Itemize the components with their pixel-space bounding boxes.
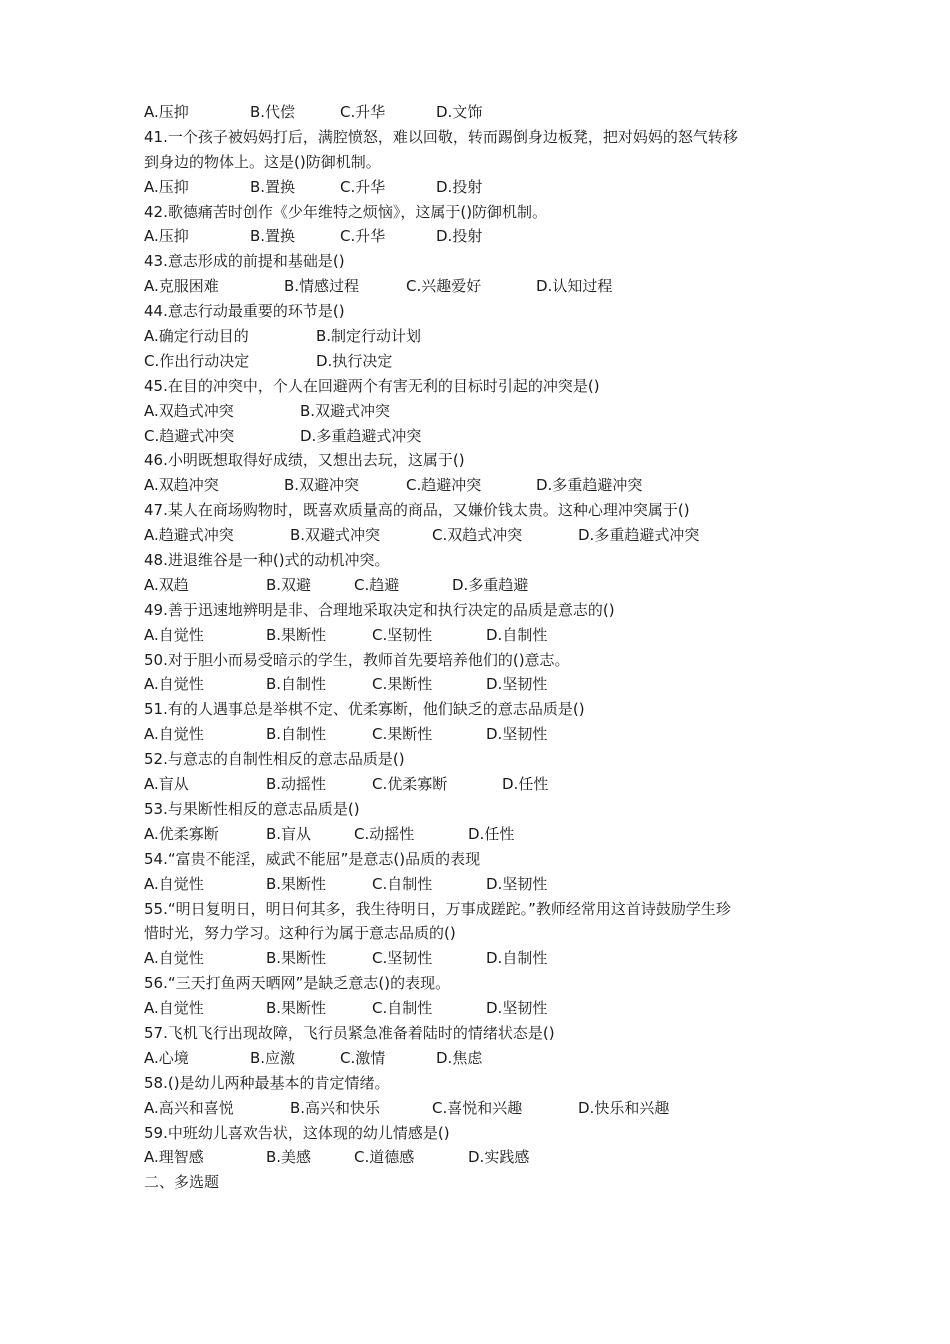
answer-options-row (144, 175, 824, 200)
answer-option: A.双趋式冲突 (144, 401, 234, 420)
answer-options-row (144, 946, 824, 971)
answer-option: A.双趋冲突 (144, 476, 219, 495)
answer-option: A.自觉性 (144, 999, 204, 1018)
answer-option: B.果断性 (266, 999, 327, 1018)
answer-option: A.心境 (144, 1048, 189, 1067)
answer-option: D.文饰 (436, 103, 483, 121)
answer-option: D.多重趋避 (452, 575, 529, 594)
answer-option: C.坚韧性 (372, 949, 433, 968)
answer-option: D.实践感 (468, 1148, 530, 1167)
answer-option: D.坚韧性 (486, 725, 548, 744)
answer-option: D.多重趋避式冲突 (300, 426, 422, 445)
answer-option: A.自觉性 (144, 874, 204, 893)
question-text: 44.意志行动最重要的环节是() (144, 302, 345, 321)
answer-option: B.制定行动计划 (316, 327, 422, 346)
answer-option: C.喜悦和兴趣 (432, 1098, 523, 1117)
answer-option: A.趋避式冲突 (144, 526, 234, 545)
question-text: 50.对于胆小而易受暗示的学生，教师首先要培养他们的()意志。 (144, 650, 570, 669)
answer-options-row (144, 100, 824, 125)
answer-option: A.压抑 (144, 227, 189, 246)
answer-option: D.投射 (436, 227, 483, 246)
question-text: 二、多选题 (144, 1173, 220, 1192)
answer-options-row (144, 822, 824, 847)
answer-options-row (144, 274, 824, 299)
answer-option: B.置换 (250, 227, 296, 246)
answer-option: D.任性 (502, 775, 549, 794)
answer-option: A.压抑 (144, 177, 189, 196)
answer-options-row (144, 1145, 824, 1170)
answer-option: B.应激 (250, 1048, 296, 1067)
question-text: 46.小明既想取得好成绩，又想出去玩，这属于() (144, 451, 465, 470)
question-text: 到身边的物体上。这是()防御机制。 (144, 152, 381, 171)
answer-option: D.快乐和兴趣 (578, 1098, 670, 1117)
answer-options-row (144, 324, 824, 349)
answer-option: C.道德感 (354, 1148, 415, 1167)
answer-option: C.趋避 (354, 575, 400, 594)
answer-option: A.自觉性 (144, 675, 204, 694)
document-page (144, 100, 824, 1195)
answer-options-row (144, 224, 824, 249)
answer-option: D.认知过程 (536, 277, 613, 296)
answer-option: B.双避式冲突 (300, 401, 391, 420)
question-text: 49.善于迅速地辨明是非、合理地采取决定和执行决定的品质是意志的() (144, 600, 615, 619)
answer-option: A.理智感 (144, 1148, 204, 1167)
answer-option: C.双趋式冲突 (432, 526, 523, 545)
answer-option: B.果断性 (266, 874, 327, 893)
answer-option: C.趋避冲突 (406, 476, 482, 495)
answer-option: C.动摇性 (354, 824, 415, 843)
answer-option: B.双避冲突 (284, 476, 360, 495)
answer-option: C.果断性 (372, 675, 433, 694)
answer-option: B.果断性 (266, 949, 327, 968)
answer-option: C.坚韧性 (372, 625, 433, 644)
answer-option: C.作出行动决定 (144, 351, 250, 370)
answer-option: D.坚韧性 (486, 675, 548, 694)
answer-options-row (144, 1046, 824, 1071)
question-text: 59.中班幼儿喜欢告状，这体现的幼儿情感是() (144, 1123, 450, 1142)
answer-option: A.压抑 (144, 103, 189, 121)
answer-option: D.焦虑 (436, 1048, 483, 1067)
question-text: 54.“富贵不能淫，威武不能屈”是意志()品质的表现 (144, 849, 481, 868)
answer-option: A.自觉性 (144, 725, 204, 744)
answer-option: D.自制性 (486, 625, 548, 644)
question-text: 42.歌德痛苦时创作《少年维特之烦恼》，这属于()防御机制。 (144, 202, 548, 221)
question-text: 57.飞机飞行出现故障，飞行员紧急准备着陆时的情绪状态是() (144, 1023, 555, 1042)
answer-option: B.代偿 (250, 103, 296, 121)
answer-option: D.多重趋避式冲突 (578, 526, 700, 545)
answer-option: B.置换 (250, 177, 296, 196)
question-text: 52.与意志的自制性相反的意志品质是() (144, 750, 405, 769)
question-text: 惜时光，努力学习。这种行为属于意志品质的() (144, 924, 456, 943)
answer-option: A.优柔寡断 (144, 824, 219, 843)
answer-option: C.自制性 (372, 874, 433, 893)
answer-option: D.自制性 (486, 949, 548, 968)
answer-options-row (144, 722, 824, 747)
answer-option: C.升华 (340, 177, 386, 196)
answer-options-row (144, 1096, 824, 1121)
answer-option: D.任性 (468, 824, 515, 843)
answer-option: D.坚韧性 (486, 874, 548, 893)
answer-option: C.升华 (340, 227, 386, 246)
answer-options-row (144, 996, 824, 1021)
answer-option: D.投射 (436, 177, 483, 196)
answer-option: A.克服困难 (144, 277, 219, 296)
answer-option: C.自制性 (372, 999, 433, 1018)
answer-option: B.情感过程 (284, 277, 360, 296)
answer-options-row (144, 424, 824, 449)
answer-option: B.盲从 (266, 824, 312, 843)
question-text: 55.“明日复明日，明日何其多，我生待明日，万事成蹉跎。”教师经常用这首诗鼓励学生珍 (144, 899, 731, 918)
answer-option: B.双避式冲突 (290, 526, 381, 545)
answer-option: A.自觉性 (144, 625, 204, 644)
answer-option: C.趋避式冲突 (144, 426, 235, 445)
answer-options-row (144, 623, 824, 648)
answer-option: A.确定行动目的 (144, 327, 249, 346)
answer-options-row (144, 872, 824, 897)
answer-option: A.盲从 (144, 775, 189, 794)
question-text: 51.有的人遇事总是举棋不定、优柔寡断，他们缺乏的意志品质是() (144, 700, 585, 719)
answer-option: C.优柔寡断 (372, 775, 448, 794)
answer-option: B.自制性 (266, 725, 327, 744)
question-text: 48.进退维谷是一种()式的动机冲突。 (144, 551, 390, 570)
answer-options-row (144, 349, 824, 374)
answer-option: C.果断性 (372, 725, 433, 744)
answer-option: A.双趋 (144, 575, 189, 594)
answer-option: C.兴趣爱好 (406, 277, 482, 296)
answer-options-row (144, 772, 824, 797)
answer-option: B.果断性 (266, 625, 327, 644)
answer-option: B.双避 (266, 575, 312, 594)
answer-options-row (144, 473, 824, 498)
answer-option: D.多重趋避冲突 (536, 476, 643, 495)
question-text: 56.“三天打鱼两天晒网”是缺乏意志()的表现。 (144, 974, 451, 993)
answer-option: D.坚韧性 (486, 999, 548, 1018)
question-text: 53.与果断性相反的意志品质是() (144, 799, 360, 818)
answer-option: A.自觉性 (144, 949, 204, 968)
answer-option: A.高兴和喜悦 (144, 1098, 234, 1117)
answer-option: B.美感 (266, 1148, 312, 1167)
answer-option: C.激情 (340, 1048, 386, 1067)
question-text: 58.()是幼儿两种最基本的肯定情绪。 (144, 1073, 390, 1092)
question-text: 47.某人在商场购物时，既喜欢质量高的商品，又嫌价钱太贵。这种心理冲突属于() (144, 501, 690, 520)
question-text: 45.在目的冲突中，个人在回避两个有害无利的目标时引起的冲突是() (144, 376, 600, 395)
question-text: 41.一个孩子被妈妈打后，满腔愤怒，难以回敬，转而踢倒身边板凳，把对妈妈的怒气转移 (144, 127, 738, 146)
answer-option: D.执行决定 (316, 351, 393, 370)
answer-option: C.升华 (340, 103, 386, 121)
answer-option: B.自制性 (266, 675, 327, 694)
answer-option: B.高兴和快乐 (290, 1098, 381, 1117)
answer-options-row (144, 672, 824, 697)
answer-options-row (144, 523, 824, 548)
question-text: 43.意志形成的前提和基础是() (144, 252, 345, 271)
answer-option: B.动摇性 (266, 775, 327, 794)
answer-options-row (144, 573, 824, 598)
answer-options-row (144, 399, 824, 424)
